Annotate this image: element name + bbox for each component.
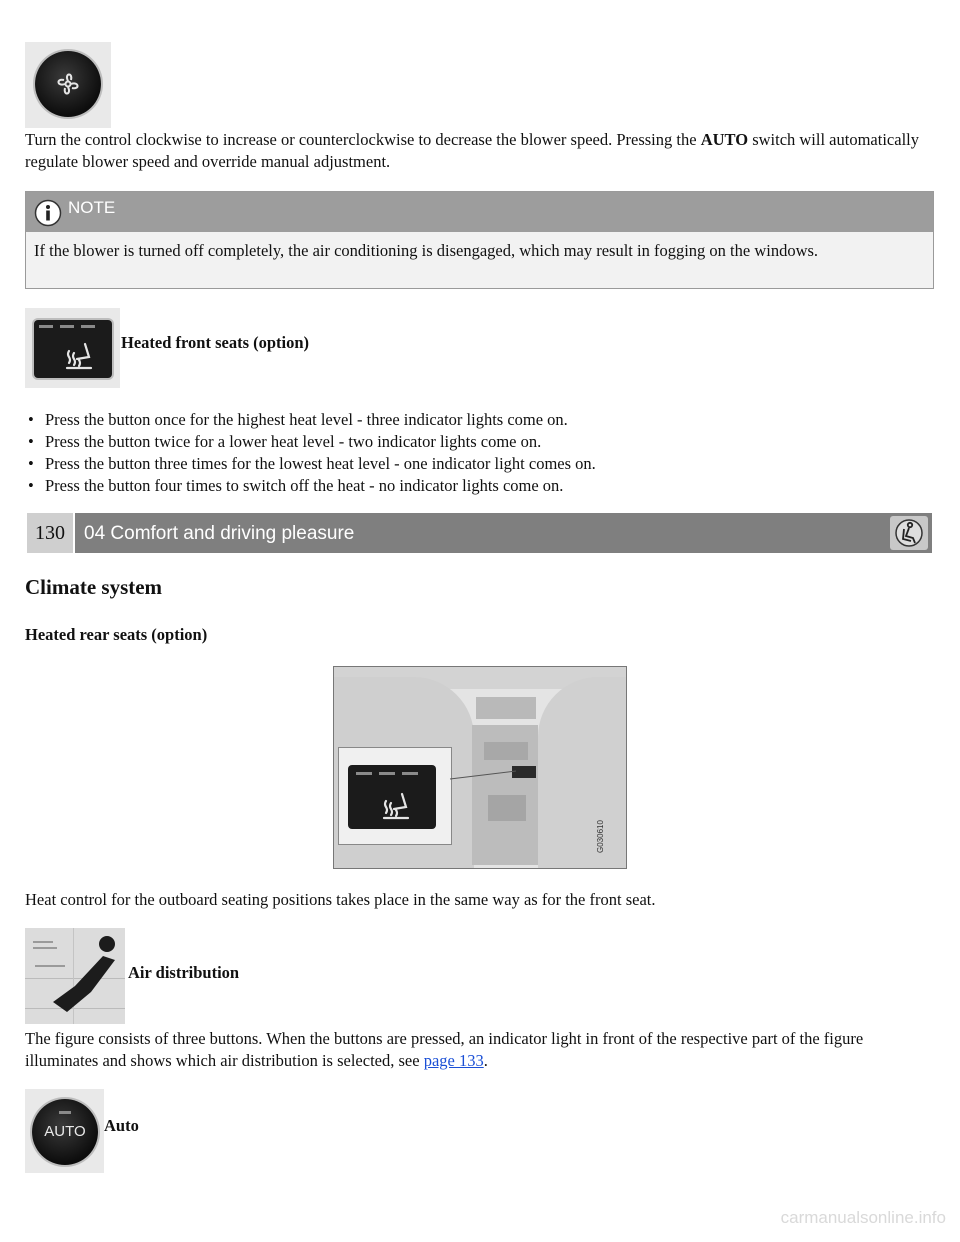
note-body: If the blower is turned off completely, the air conditioning is disengaged, which may result in fogging on the windows. [34, 241, 819, 260]
seat-person-icon [893, 517, 925, 549]
heated-rear-paragraph: Heat control for the outboard seating positions takes place in the same way as for the front seat. [25, 890, 656, 909]
heated-rear-heading: Heated rear seats (option) [25, 625, 208, 644]
heated-front-heading: Heated front seats (option) [121, 333, 310, 352]
list-item: • Press the button twice for a lower heat level - two indicator lights come on. [25, 431, 925, 453]
list-item: • Press the button once for the highest heat level - three indicator lights come on. [25, 409, 925, 431]
air-distribution-icon [25, 928, 125, 1024]
air-distribution-paragraph: The figure consists of three buttons. When the buttons are pressed, an indicator light in front of the respective part of the figure illuminates and shows which air distribution is selected, see page 133. [25, 1029, 864, 1070]
list-item: • Press the button four times to switch off the heat - no indicator lights come on. [25, 475, 925, 497]
auto-emphasis: AUTO [700, 130, 749, 149]
page-title: Climate system [25, 575, 163, 599]
note-title: NOTE [68, 198, 116, 217]
seat-heater-button-image [25, 308, 120, 388]
callout-line [334, 667, 626, 868]
note-box [25, 191, 934, 289]
seat-heater-icon [63, 341, 95, 371]
watermark: carmanualsonline.info [780, 1208, 946, 1227]
section-title: 04 Comfort and driving pleasure [84, 523, 355, 544]
fan-icon [53, 69, 83, 99]
auto-button-image [25, 1089, 104, 1173]
figure-code: G030610 [596, 820, 605, 853]
info-icon [34, 199, 62, 227]
heated-front-bullet-list [25, 409, 925, 497]
rear-seat-figure [333, 666, 627, 869]
list-item: • Press the button three times for the lowest heat level - one indicator light comes on. [25, 453, 925, 475]
auto-button-label: AUTO [44, 1123, 86, 1140]
page-133-link[interactable]: page 133 [423, 1051, 484, 1070]
section-header-bar [75, 513, 932, 553]
note-header [26, 192, 933, 232]
air-distribution-heading: Air distribution [128, 963, 240, 982]
air-distribution-button-image [25, 928, 125, 1024]
blower-control-image [25, 42, 111, 128]
blower-paragraph: Turn the control clockwise to increase or counterclockwise to decrease the blower speed. Pressing the AUTO switch will automatically regulate blower speed and override manual adjustment. [25, 130, 919, 171]
auto-heading: Auto [104, 1116, 139, 1135]
page-number: 130 [27, 513, 73, 553]
